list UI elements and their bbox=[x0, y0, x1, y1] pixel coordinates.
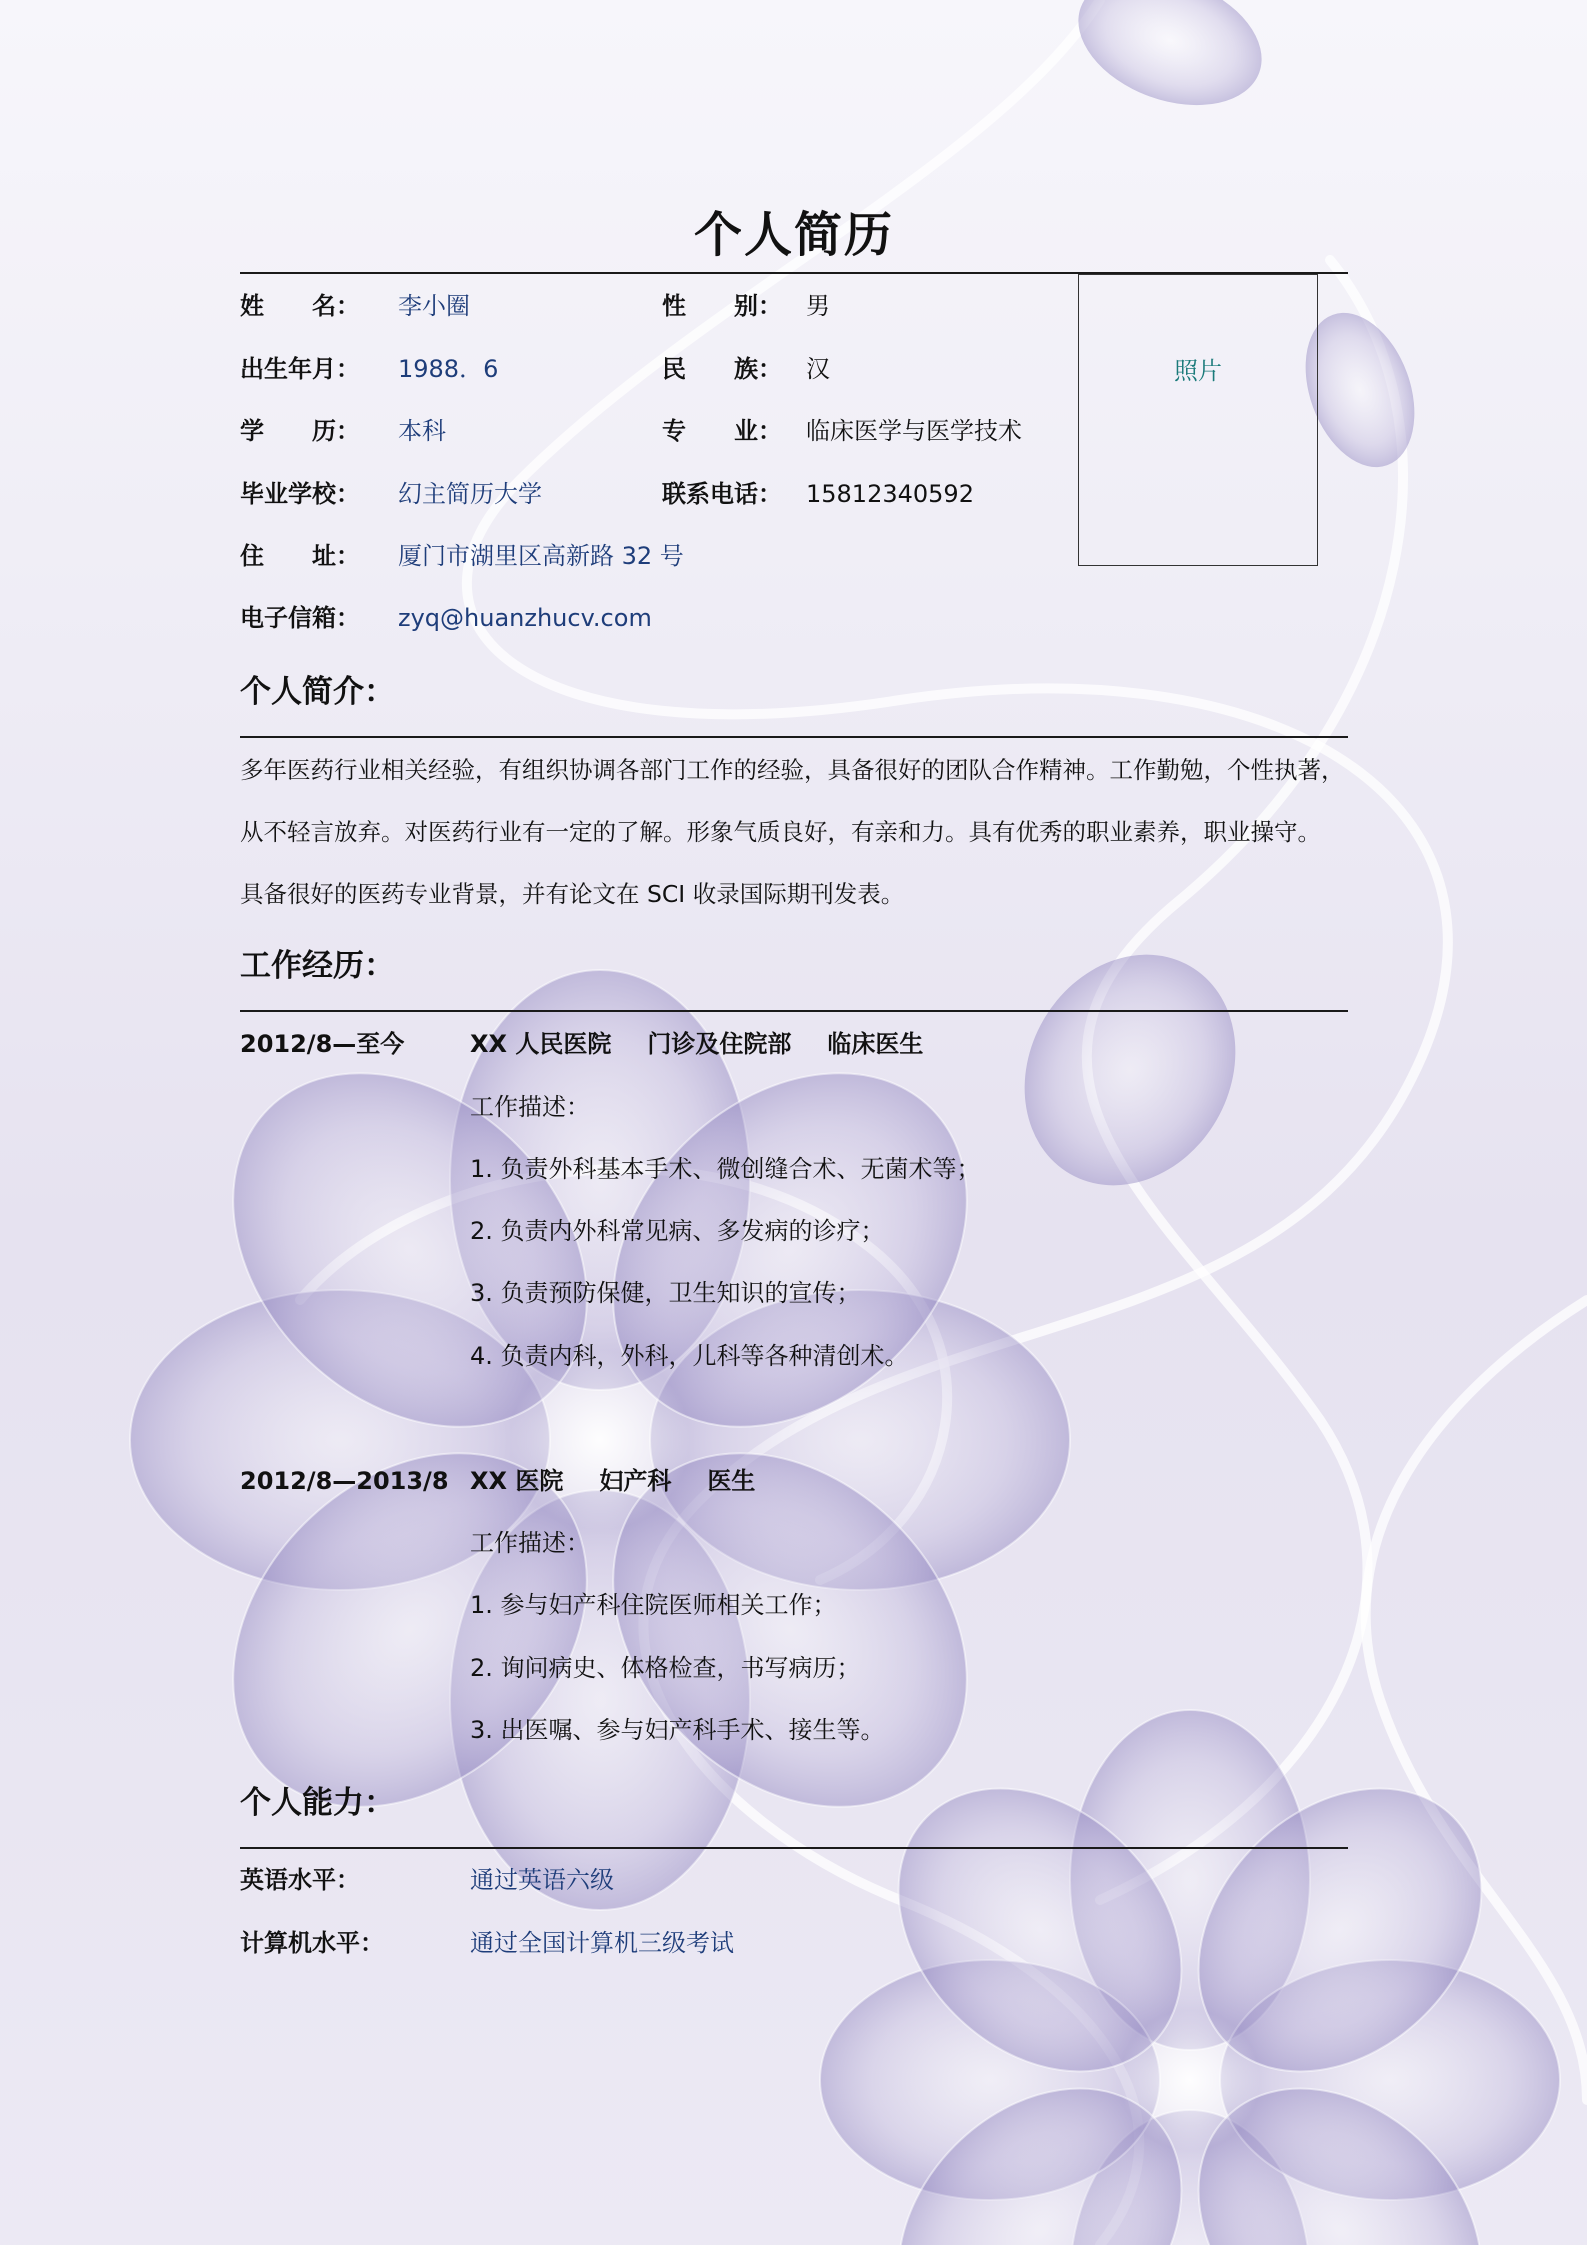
work-duty-item: 4. 负责内科，外科，儿科等各种清创术。 bbox=[470, 1342, 909, 1370]
work-org: XX 医院 bbox=[470, 1467, 564, 1495]
photo-label: 照片 bbox=[1174, 357, 1222, 385]
address-label: 住 址： bbox=[240, 542, 360, 570]
gender-value: 男 bbox=[806, 292, 830, 320]
phone-value: 15812340592 bbox=[806, 480, 974, 508]
abilities-heading: 个人能力： bbox=[240, 1785, 395, 1821]
work-role: 临床医生 bbox=[827, 1030, 924, 1058]
school-label: 毕业学校： bbox=[240, 480, 360, 508]
work-duty-item: 1. 参与妇产科住院医师相关工作； bbox=[470, 1591, 837, 1619]
profile-line: 从不轻言放弃。对医药行业有一定的了解。形象气质良好，有亲和力。具有优秀的职业素养，职业操守。 bbox=[240, 818, 1321, 846]
work-desc-label: 工作描述： bbox=[470, 1529, 590, 1557]
ethnicity-label: 民 族： bbox=[662, 355, 782, 383]
work-date: 2012/8—至今 bbox=[240, 1030, 405, 1058]
computer-value: 通过全国计算机三级考试 bbox=[470, 1929, 734, 1957]
school-value: 幻主简历大学 bbox=[398, 480, 542, 508]
work-heading: 工作经历： bbox=[240, 948, 395, 984]
profile-line: 具备很好的医药专业背景，并有论文在 SCI 收录国际期刊发表。 bbox=[240, 880, 905, 908]
birth-value: 1988．6 bbox=[398, 355, 499, 383]
work-dept: 门诊及住院部 bbox=[647, 1030, 792, 1058]
resume-title: 个人简历 bbox=[693, 207, 894, 263]
profile-heading: 个人简介： bbox=[240, 674, 395, 710]
work-duty-item: 2. 负责内外科常见病、多发病的诊疗； bbox=[470, 1217, 885, 1245]
work-divider bbox=[240, 1010, 1348, 1012]
work-role: 医生 bbox=[707, 1467, 756, 1495]
name-label: 姓 名： bbox=[240, 292, 360, 320]
major-label: 专 业： bbox=[662, 417, 782, 445]
name-value: 李小圈 bbox=[398, 292, 470, 320]
work-duty-item: 3. 出医嘱、参与妇产科手术、接生等。 bbox=[470, 1716, 885, 1744]
work-duty-item: 3. 负责预防保健，卫生知识的宣传； bbox=[470, 1279, 861, 1307]
work-date: 2012/8—2013/8 bbox=[240, 1467, 449, 1495]
birth-label: 出生年月： bbox=[240, 355, 360, 383]
photo-placeholder bbox=[1078, 274, 1318, 566]
profile-divider bbox=[240, 736, 1348, 738]
work-duty-item: 2. 询问病史、体格检查，书写病历； bbox=[470, 1654, 861, 1682]
work-position bbox=[470, 1465, 755, 1497]
work-position bbox=[470, 1028, 923, 1060]
address-value: 厦门市湖里区高新路 32 号 bbox=[398, 542, 684, 570]
abilities-divider bbox=[240, 1847, 1348, 1849]
email-value[interactable]: zyq@huanzhucv.com bbox=[398, 604, 652, 632]
work-desc-label: 工作描述： bbox=[470, 1093, 590, 1121]
computer-label: 计算机水平： bbox=[240, 1929, 384, 1957]
email-label: 电子信箱： bbox=[240, 604, 360, 632]
profile-line: 多年医药行业相关经验，有组织协调各部门工作的经验，具备很好的团队合作精神。工作勤勉，个性执著， bbox=[240, 756, 1345, 784]
work-dept: 妇产科 bbox=[599, 1467, 672, 1495]
education-value: 本科 bbox=[398, 417, 446, 445]
work-org: XX 人民医院 bbox=[470, 1030, 612, 1058]
phone-label: 联系电话： bbox=[662, 480, 782, 508]
education-label: 学 历： bbox=[240, 417, 360, 445]
major-value: 临床医学与医学技术 bbox=[806, 417, 1022, 445]
english-label: 英语水平： bbox=[240, 1866, 360, 1894]
work-duty-item: 1. 负责外科基本手术、微创缝合术、无菌术等； bbox=[470, 1155, 981, 1183]
gender-label: 性 别： bbox=[662, 292, 782, 320]
ethnicity-value: 汉 bbox=[806, 355, 830, 383]
english-value: 通过英语六级 bbox=[470, 1866, 614, 1894]
